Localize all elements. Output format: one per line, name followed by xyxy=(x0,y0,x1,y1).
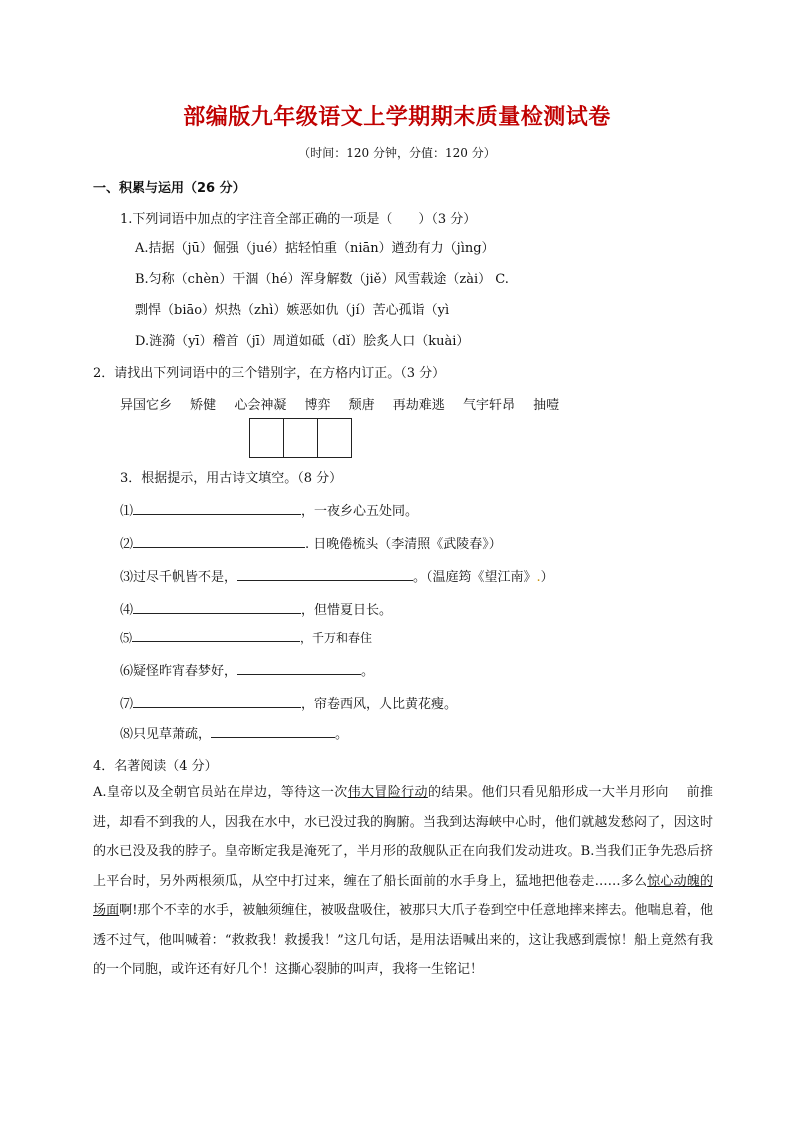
q2-word: 异国它乡 xyxy=(120,398,173,413)
correction-box[interactable] xyxy=(317,418,352,458)
q2-word: 抽噎 xyxy=(533,398,560,413)
q1-option-a: A.拮据（jū）倔强（jué）掂轻怕重（niān）遒劲有力（jìng） xyxy=(135,241,495,256)
q2-word: 再劫难逃 xyxy=(392,398,445,413)
exam-info: （时间：120 分钟，分值：120 分） xyxy=(298,146,496,160)
q3-line-5: ⑸ ，千万和春住 xyxy=(120,631,373,645)
reading-passage: A.皇帝以及全朝官员站在岸边，等待这一次伟大冒险行动的结果。他们只看见船形成一大半月形向 前推进，却看不到我的人，因我在水中，水已没过我的胸腑。当我到达海峡中心时，他们就越发愁闷了，因这时的水已没及我的脖子。皇帝断定我是淹死了，半月形的敌舰队正在向我们发动进攻。B.当我们正争先恐后挤上平台时，另外两根须瓜，从空中打过来，缠在了船长面前的水手身上，猛地把他卷走……多么惊心动魄的场面啊!那个不幸的水手，被触须缠住，被吸盘吸住，被那只大爪子卷到空中任意地摔来摔去。他喘息着，他透不过气，他叫喊着：“救救我！救援我！”这几句话，是用法语喊出来的，这让我感到震惊！船上竟然有我的一个同胞，或许还有好几个！这撕心裂肺的叫声，我将一生铭记！ xyxy=(93,785,713,977)
q3-stem: 3．根据提示，用古诗文填空。（8 分） xyxy=(120,471,343,486)
q2-word-list xyxy=(120,394,573,413)
section-heading: 一、积累与运用（26 分） xyxy=(93,181,246,196)
answer-blank[interactable] xyxy=(133,695,301,708)
answer-blank[interactable] xyxy=(132,629,300,642)
q2-word: 博弈 xyxy=(304,398,331,413)
correction-box[interactable] xyxy=(283,418,318,458)
answer-blank[interactable] xyxy=(237,662,361,675)
correction-grid xyxy=(250,418,352,458)
q3-line-3: ⑶过尽千帆皆不是， 。（温庭筠《望江南》.） xyxy=(120,570,554,585)
q2-word: 气宇轩昂 xyxy=(462,398,515,413)
answer-blank[interactable] xyxy=(133,502,301,515)
q1-option-d: D.涟漪（yī）稽首（jī）周道如砥（dǐ）脍炙人口（kuài） xyxy=(135,334,470,349)
q2-word: 心会神凝 xyxy=(234,398,287,413)
q4-stem: 4．名著阅读（4 分） xyxy=(93,759,218,774)
q1-option-b: B.匀称（chèn）干涸（hé）浑身解数（jiě）风雪载途（zài） C. xyxy=(135,272,509,287)
q3-line-7: ⑺ ，帘卷西风，人比黄花瘦。 xyxy=(120,697,458,712)
q3-line-6: ⑹疑怪昨宵春梦好， 。 xyxy=(120,664,375,679)
q2-stem: 2．请找出下列词语中的三个错别字，在方格内订正。（3 分） xyxy=(93,366,446,381)
correction-box[interactable] xyxy=(249,418,284,458)
q1-stem: 1.下列词语中加点的字注音全部正确的一项是（ ）（3 分） xyxy=(120,212,477,227)
answer-blank[interactable] xyxy=(211,725,335,738)
answer-blank[interactable] xyxy=(133,601,301,614)
q1-option-c: 剽悍（biāo）炽热（zhì）嫉恶如仇（jí）苦心孤诣（yì xyxy=(135,303,450,318)
q2-word: 矫健 xyxy=(190,398,217,413)
page-title: 部编版九年级语文上学期期末质量检测试卷 xyxy=(183,105,611,130)
q3-line-8: ⑻只见草萧疏， 。 xyxy=(120,727,349,742)
q3-line-2: ⑵ . 日晚倦梳头（李清照《武陵春》） xyxy=(120,537,502,552)
answer-blank[interactable] xyxy=(133,535,305,548)
q2-word: 颓唐 xyxy=(348,398,375,413)
q3-line-4: ⑷ ，但惜夏日长。 xyxy=(120,603,393,618)
q3-line-1: ⑴ ，一夜乡心五处同。 xyxy=(120,504,419,519)
answer-blank[interactable] xyxy=(237,568,413,581)
